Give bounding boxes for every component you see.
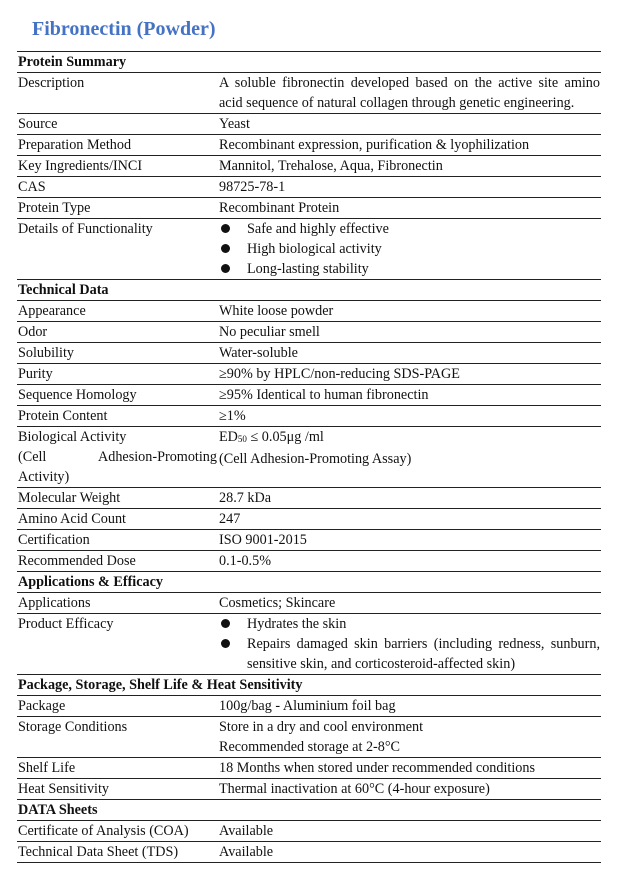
section-header-row <box>17 280 601 301</box>
protein-content-label: Protein Content <box>17 406 218 427</box>
table-row <box>17 343 601 364</box>
heat-sensitivity-value: Thermal inactivation at 60°C (4-hour exposure) <box>218 779 601 800</box>
section-header-row <box>17 675 601 696</box>
applications-label: Applications <box>17 593 218 614</box>
cas-value: 98725-78-1 <box>218 177 601 198</box>
storage-value: Store in a dry and cool environment Recommended storage at 2-8°C <box>218 717 601 758</box>
bullet-icon <box>221 264 230 273</box>
source-label: Source <box>17 114 218 135</box>
functionality-label: Details of Functionality <box>17 219 218 280</box>
bullet-icon <box>221 639 230 648</box>
section-data-sheets: DATA Sheets <box>17 800 601 821</box>
appearance-label: Appearance <box>17 301 218 322</box>
table-row <box>17 385 601 406</box>
description-label: Description <box>17 73 218 114</box>
recommended-dose-value: 0.1-0.5% <box>218 551 601 572</box>
list-item: High biological activity <box>219 239 600 259</box>
product-efficacy-value <box>218 614 601 675</box>
table-row <box>17 509 601 530</box>
protein-content-value: ≥1% <box>218 406 601 427</box>
bullet-icon <box>221 224 230 233</box>
section-applications: Applications & Efficacy <box>17 572 601 593</box>
spec-table <box>17 51 601 863</box>
table-row <box>17 758 601 779</box>
shelf-life-label: Shelf Life <box>17 758 218 779</box>
section-protein-summary: Protein Summary <box>17 52 601 73</box>
table-row <box>17 198 601 219</box>
certification-label: Certification <box>17 530 218 551</box>
table-row <box>17 551 601 572</box>
biological-activity-label: Biological Activity (Cell Adhesion-Promoting Activity) <box>17 427 218 488</box>
biological-activity-value: $ED_{50} \le 0.05\mu g$ /ml (Cell Adhesion-Promoting Assay) <box>218 427 601 488</box>
table-row <box>17 364 601 385</box>
list-item: Repairs damaged skin barriers (including redness, sunburn, sensitive skin, and corticosteroid-affected skin) <box>219 634 600 674</box>
table-row <box>17 156 601 177</box>
table-row <box>17 301 601 322</box>
cas-label: CAS <box>17 177 218 198</box>
appearance-value: White loose powder <box>218 301 601 322</box>
page-title: Fibronectin (Powder) <box>32 18 216 40</box>
source-value: Yeast <box>218 114 601 135</box>
description-value: A soluble fibronectin developed based on the active site amino acid sequence of natural collagen through genetic engineering. <box>218 73 601 114</box>
homology-label: Sequence Homology <box>17 385 218 406</box>
functionality-list <box>219 219 600 279</box>
bullet-icon <box>221 619 230 628</box>
recommended-dose-label: Recommended Dose <box>17 551 218 572</box>
homology-value: ≥95% Identical to human fibronectin <box>218 385 601 406</box>
solubility-label: Solubility <box>17 343 218 364</box>
package-label: Package <box>17 696 218 717</box>
table-row <box>17 114 601 135</box>
table-row <box>17 406 601 427</box>
protein-type-value: Recombinant Protein <box>218 198 601 219</box>
tds-label: Technical Data Sheet (TDS) <box>17 842 218 863</box>
amino-acid-count-label: Amino Acid Count <box>17 509 218 530</box>
table-row <box>17 135 601 156</box>
table-row <box>17 219 601 280</box>
table-row <box>17 322 601 343</box>
table-row <box>17 177 601 198</box>
table-row <box>17 530 601 551</box>
section-header-row <box>17 52 601 73</box>
shelf-life-value: 18 Months when stored under recommended conditions <box>218 758 601 779</box>
table-row <box>17 717 601 758</box>
coa-label: Certificate of Analysis (COA) <box>17 821 218 842</box>
list-item: Long-lasting stability <box>219 259 600 279</box>
preparation-label: Preparation Method <box>17 135 218 156</box>
bullet-icon <box>221 244 230 253</box>
section-package: Package, Storage, Shelf Life & Heat Sensitivity <box>17 675 601 696</box>
purity-value: ≥90% by HPLC/non-reducing SDS-PAGE <box>218 364 601 385</box>
tds-value: Available <box>218 842 601 863</box>
list-item: Hydrates the skin <box>219 614 600 634</box>
table-row <box>17 427 601 488</box>
table-row <box>17 842 601 863</box>
table-row <box>17 488 601 509</box>
table-row <box>17 779 601 800</box>
molecular-weight-label: Molecular Weight <box>17 488 218 509</box>
odor-value: No peculiar smell <box>218 322 601 343</box>
package-value: 100g/bag - Aluminium foil bag <box>218 696 601 717</box>
coa-value: Available <box>218 821 601 842</box>
table-row <box>17 696 601 717</box>
inci-value: Mannitol, Trehalose, Aqua, Fibronectin <box>218 156 601 177</box>
table-row <box>17 821 601 842</box>
table-row <box>17 73 601 114</box>
inci-label: Key Ingredients/INCI <box>17 156 218 177</box>
product-efficacy-label: Product Efficacy <box>17 614 218 675</box>
protein-type-label: Protein Type <box>17 198 218 219</box>
list-item: Safe and highly effective <box>219 219 600 239</box>
section-header-row <box>17 800 601 821</box>
applications-value: Cosmetics; Skincare <box>218 593 601 614</box>
section-technical-data: Technical Data <box>17 280 601 301</box>
table-row <box>17 593 601 614</box>
solubility-value: Water-soluble <box>218 343 601 364</box>
storage-label: Storage Conditions <box>17 717 218 758</box>
table-row <box>17 614 601 675</box>
functionality-value <box>218 219 601 280</box>
heat-sensitivity-label: Heat Sensitivity <box>17 779 218 800</box>
preparation-value: Recombinant expression, purification & lyophilization <box>218 135 601 156</box>
section-header-row <box>17 572 601 593</box>
odor-label: Odor <box>17 322 218 343</box>
molecular-weight-value: 28.7 kDa <box>218 488 601 509</box>
amino-acid-count-value: 247 <box>218 509 601 530</box>
efficacy-list <box>219 614 600 674</box>
purity-label: Purity <box>17 364 218 385</box>
certification-value: ISO 9001-2015 <box>218 530 601 551</box>
